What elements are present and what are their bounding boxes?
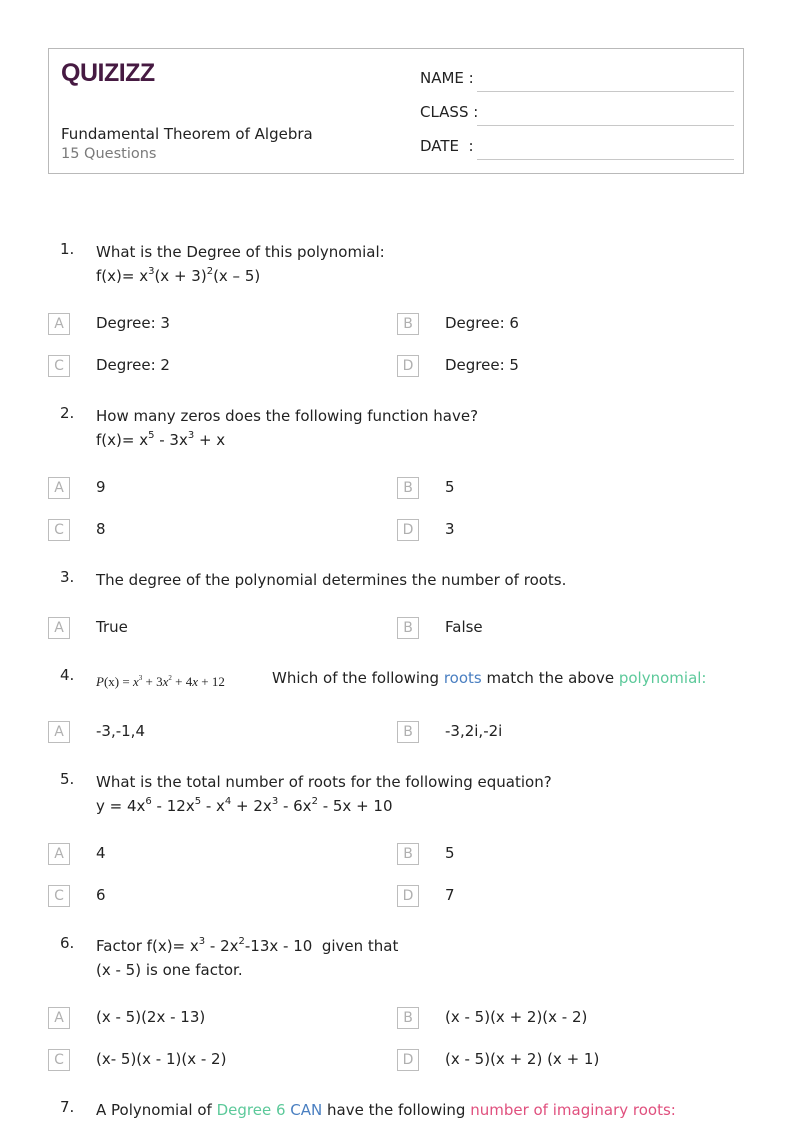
question-number: 2. (60, 404, 75, 422)
date-field[interactable] (420, 137, 734, 161)
question-number: 7. (60, 1098, 75, 1116)
option-letter-box[interactable]: A (48, 313, 70, 335)
option-text: Degree: 6 (445, 314, 519, 332)
class-field[interactable] (420, 103, 734, 127)
highlight-roots: roots (443, 669, 482, 687)
option-text: 6 (96, 886, 106, 904)
question-formula: $f(x)= x^5 - 3x^3 + x$ (96, 430, 226, 449)
worksheet-title: Fundamental Theorem of Algebra (61, 125, 313, 143)
option-letter-box[interactable]: D (397, 885, 419, 907)
question-formula: $f(x)= x^3(x + 3)^2(x - 5)$ (96, 266, 261, 285)
option-letter-box[interactable]: D (397, 1049, 419, 1071)
highlight-degree: Degree 6 (216, 1101, 286, 1119)
class-label: CLASS : (420, 103, 479, 121)
option-text: Degree: 3 (96, 314, 170, 332)
option-text: -3,-1,4 (96, 722, 145, 740)
option-text: (x- 5)(x - 1)(x - 2) (96, 1050, 227, 1068)
question-text (96, 568, 566, 592)
quizizz-logo: QUIZIZZ (61, 59, 155, 87)
option-letter-box[interactable]: D (397, 519, 419, 541)
date-input-line[interactable] (477, 159, 734, 160)
option-text: Degree: 2 (96, 356, 170, 374)
class-input-line[interactable] (477, 125, 734, 126)
question-text: Which of the following roots match the above polynomial: (272, 669, 707, 687)
question-number: 1. (60, 240, 75, 258)
question-text: A Polynomial of Degree 6 CAN have the following number of imaginary roots: (96, 1101, 676, 1119)
option-letter-box[interactable]: B (397, 1007, 419, 1029)
worksheet-header (48, 48, 744, 174)
question-text (96, 934, 398, 982)
option-letter-box[interactable]: B (397, 721, 419, 743)
option-text: False (445, 618, 483, 636)
option-text: 7 (445, 886, 455, 904)
option-text: Degree: 5 (445, 356, 519, 374)
option-text: (x - 5)(x + 2)(x - 2) (445, 1008, 588, 1026)
question-line: How many zeros does the following function have? (96, 407, 479, 425)
option-letter-box[interactable]: B (397, 617, 419, 639)
name-input-line[interactable] (477, 91, 734, 92)
name-label: NAME : (420, 69, 474, 87)
option-text: 8 (96, 520, 106, 538)
option-letter-box[interactable]: A (48, 477, 70, 499)
question-line: What is the total number of roots for the following equation? (96, 773, 552, 791)
option-text: (x - 5)(2x - 13) (96, 1008, 206, 1026)
option-text: True (96, 618, 128, 636)
option-letter-box[interactable]: B (397, 843, 419, 865)
question-text (96, 240, 385, 288)
option-letter-box[interactable]: C (48, 885, 70, 907)
option-text: (x - 5)(x + 2) (x + 1) (445, 1050, 600, 1068)
question-text (96, 770, 552, 818)
name-field[interactable] (420, 69, 734, 93)
option-text: 3 (445, 520, 455, 538)
question-number: 6. (60, 934, 75, 952)
question-line: The degree of the polynomial determines the number of roots. (96, 571, 567, 589)
date-label: DATE : (420, 137, 474, 155)
option-letter-box[interactable]: A (48, 843, 70, 865)
option-letter-box[interactable]: C (48, 1049, 70, 1071)
option-text: 5 (445, 478, 455, 496)
option-text: -3,2i,-2i (445, 722, 503, 740)
option-letter-box[interactable]: A (48, 721, 70, 743)
highlight-polynomial: polynomial: (618, 669, 707, 687)
question-number: 4. (60, 666, 75, 684)
question-line: What is the Degree of this polynomial: (96, 243, 385, 261)
question-line: (x - 5) is one factor. (96, 961, 243, 979)
option-letter-box[interactable]: B (397, 313, 419, 335)
question-number: 5. (60, 770, 75, 788)
question-text (96, 404, 478, 452)
question-number: 3. (60, 568, 75, 586)
question-count: 15 Questions (61, 146, 157, 162)
option-letter-box[interactable]: C (48, 355, 70, 377)
option-text: 4 (96, 844, 106, 862)
option-letter-box[interactable]: B (397, 477, 419, 499)
highlight-imaginary-roots: number of imaginary roots: (470, 1101, 676, 1119)
option-letter-box[interactable]: C (48, 519, 70, 541)
polynomial-image (96, 669, 225, 694)
question-line: Factor $f(x)= x^3 - 2x^2-13x - 10$ given that (96, 936, 399, 955)
polynomial-formula: $P(x) = x^3 + 3x^2 + 4x + 12$ (96, 673, 225, 689)
option-letter-box[interactable]: A (48, 617, 70, 639)
option-letter-box[interactable]: D (397, 355, 419, 377)
option-text: 5 (445, 844, 455, 862)
option-letter-box[interactable]: A (48, 1007, 70, 1029)
option-text: 9 (96, 478, 106, 496)
highlight-can: CAN (290, 1101, 323, 1119)
question-formula: $y = 4x^6 - 12x^5 - x^4 + 2x^3 - 6x^2 - 5x + 10$ (96, 796, 393, 815)
